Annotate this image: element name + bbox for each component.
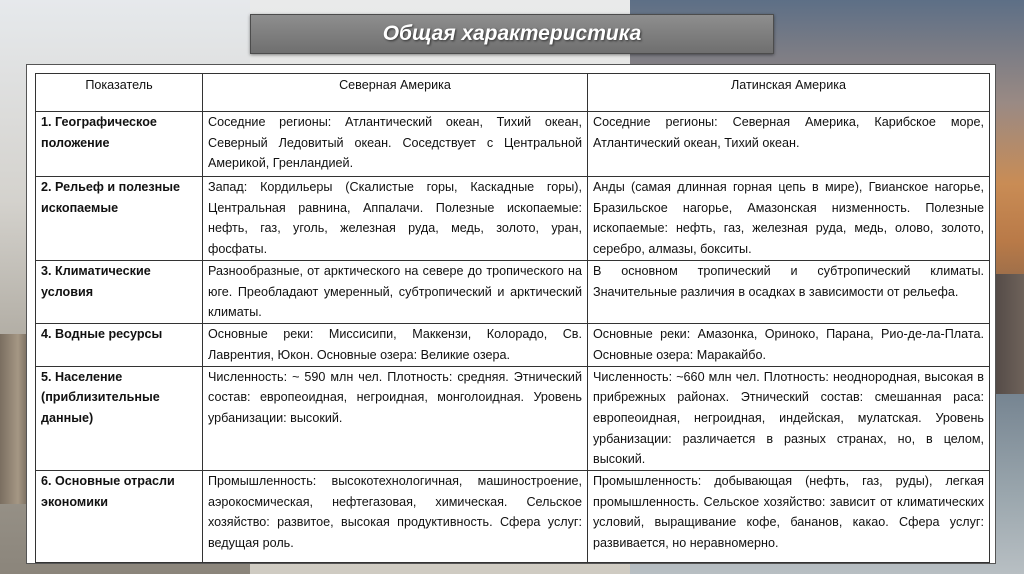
row-indicator: 5. Население (приблизительные данные) (36, 366, 203, 471)
latin-america-cell: Промышленность: добывающая (нефть, газ, руды), легкая промышленность. Сельское хозяйство: зависит от климатических условий, выращивание кофе, бананов, какао. Сфера услуг: развивается, но неравномерно. (588, 471, 990, 563)
north-america-cell: Основные реки: Миссисипи, Маккензи, Колорадо, Св. Лаврентия, Юкон. Основные озера: Великие озера. (203, 324, 588, 366)
row-indicator: 6. Основные отрасли экономики (36, 471, 203, 563)
header-indicator: Показатель (36, 74, 203, 112)
row-indicator: 1. Географическое положение (36, 112, 203, 177)
north-america-cell: Численность: ~ 590 млн чел. Плотность: средняя. Этнический состав: европеоидная, негроидная, монголоидная. Уровень урбанизации: высокий. (203, 366, 588, 471)
latin-america-cell: Основные реки: Амазонка, Ориноко, Парана, Рио-де-ла-Плата. Основные озера: Маракайбо. (588, 324, 990, 366)
table-row (36, 261, 990, 324)
table-row (36, 471, 990, 563)
table-row (36, 366, 990, 471)
latin-america-cell: В основном тропический и субтропический климаты. Значительные различия в осадках в зависимости от рельефа. (588, 261, 990, 324)
north-america-cell: Запад: Кордильеры (Скалистые горы, Каскадные горы), Центральная равнина, Аппалачи. Полезные ископаемые: нефть, газ, уголь, железная руда, медь, золото, уран, фосфаты. (203, 177, 588, 261)
header-north-america: Северная Америка (203, 74, 588, 112)
slide-title: Общая характеристика (382, 22, 642, 45)
characteristics-table-container (26, 64, 996, 564)
slide-title-bar (250, 14, 774, 54)
table-row (36, 112, 990, 177)
row-indicator: 3. Климатические условия (36, 261, 203, 324)
table-row (36, 177, 990, 261)
latin-america-cell: Анды (самая длинная горная цепь в мире), Гвианское нагорье, Бразильское нагорье, Амазонская низменность. Полезные ископаемые: нефть, газ, железная руда, медь, олово, золото, серебро, алмазы, бокситы. (588, 177, 990, 261)
row-indicator: 2. Рельеф и полезные ископаемые (36, 177, 203, 261)
characteristics-table (35, 73, 990, 563)
table-header-row (36, 74, 990, 112)
latin-america-cell: Соседние регионы: Северная Америка, Карибское море, Атлантический океан, Тихий океан. (588, 112, 990, 177)
row-indicator: 4. Водные ресурсы (36, 324, 203, 366)
latin-america-cell: Численность: ~660 млн чел. Плотность: неоднородная, высокая в прибрежных районах. Этнический состав: смешанная раса: европеоидная, негроидная, индейская, мулатская. Уровень урбанизации: различается в разных странах, но, в целом, высокий. (588, 366, 990, 471)
header-latin-america: Латинская Америка (588, 74, 990, 112)
north-america-cell: Промышленность: высокотехнологичная, машиностроение, аэрокосмическая, нефтегазовая, химическая. Сельское хозяйство: развитое, высокая продуктивность. Сфера услуг: ведущая роль. (203, 471, 588, 563)
north-america-cell: Соседние регионы: Атлантический океан, Тихий океан, Северный Ледовитый океан. Соседствует с Центральной Америкой, Гренландией. (203, 112, 588, 177)
north-america-cell: Разнообразные, от арктического на севере до тропического на юге. Преобладают умеренный, субтропический и арктический климаты. (203, 261, 588, 324)
table-row (36, 324, 990, 366)
